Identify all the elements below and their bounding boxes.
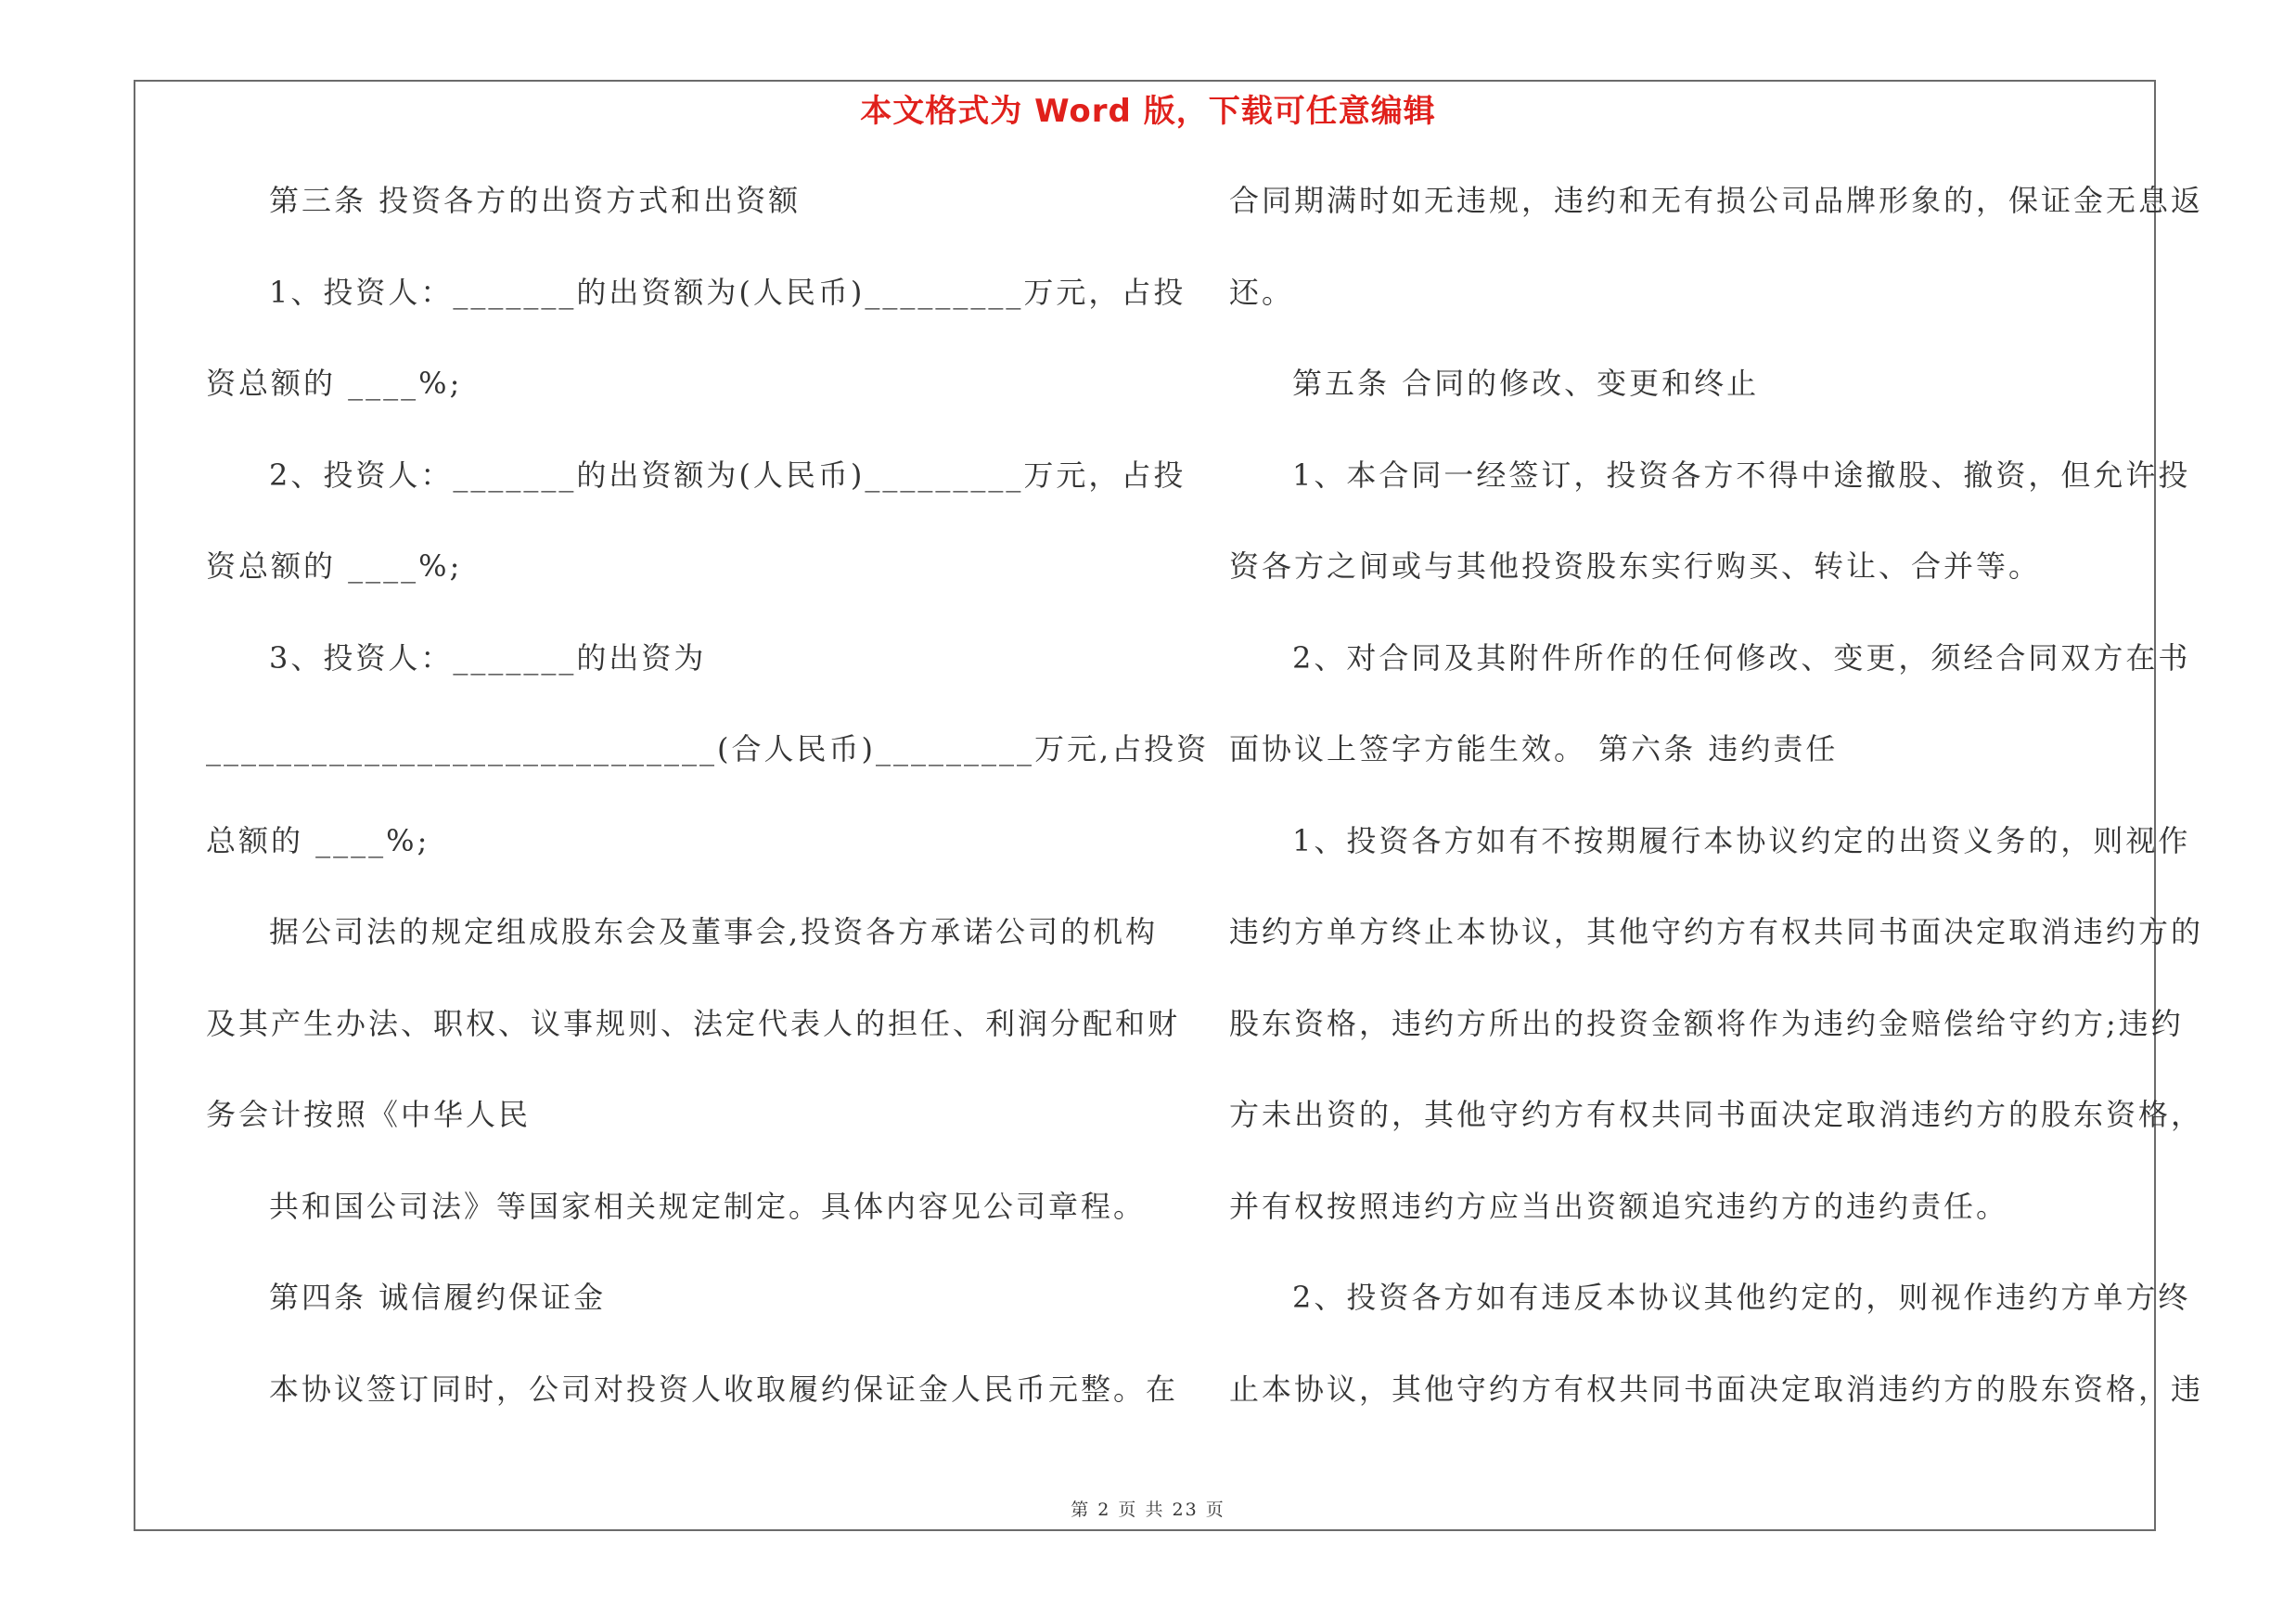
text-line: 3、投资人：_______的出资为 (269, 639, 707, 676)
text-line: 止本协议，其他守约方有权共同书面决定取消违约方的股东资格，违 (1229, 1371, 2204, 1407)
text-line: 总额的 ____%; (206, 822, 430, 858)
text-line: 2、投资人：_______的出资额为(人民币)_________万元，占投 (269, 457, 1186, 493)
page-number-footer: 第 2 页 共 23 页 (1071, 1500, 1225, 1520)
text-line: 1、投资人：_______的出资额为(人民币)_________万元，占投 (269, 274, 1186, 310)
text-line: 第五条 合同的修改、变更和终止 (1292, 366, 1760, 401)
text-line: 本协议签订同时，公司对投资人收取履约保证金人民币元整。在 (269, 1371, 1179, 1407)
text-line: 2、投资各方如有违反本协议其他约定的，则视作违约方单方终 (1292, 1280, 2191, 1315)
text-line: 资总额的 ____%; (206, 366, 463, 401)
text-line: 并有权按照违约方应当出资额追究违约方的违约责任。 (1229, 1188, 2009, 1224)
text-line: 共和国公司法》等国家相关规定制定。具体内容见公司章程。 (269, 1188, 1147, 1224)
text-line: 股东资格，违约方所出的投资金额将作为违约金赔偿给守约方;违约 (1229, 1005, 2184, 1041)
text-line: 面协议上签字方能生效。 第六条 违约责任 (1229, 731, 1839, 766)
text-line: 资各方之间或与其他投资股东实行购买、转让、合并等。 (1229, 548, 2042, 584)
text-line: 及其产生办法、职权、议事规则、法定代表人的担任、利润分配和财 (206, 1005, 1181, 1041)
text-line: 方未出资的，其他守约方有权共同书面决定取消违约方的股东资格， (1229, 1097, 2204, 1132)
header-banner: 本文格式为 Word 版，下载可任意编辑 (860, 93, 1436, 130)
text-line: _____________________________(合人民币)_________万元,占投资 (206, 731, 1210, 766)
text-line: 资总额的 ____%; (206, 548, 463, 584)
text-line: 违约方单方终止本协议，其他守约方有权共同书面决定取消违约方的 (1229, 914, 2204, 949)
text-line: 第四条 诚信履约保证金 (269, 1280, 607, 1315)
text-line: 还。 (1229, 274, 1295, 310)
text-line: 务会计按照《中华人民 (206, 1097, 532, 1132)
text-line: 1、本合同一经签订，投资各方不得中途撤股、撤资，但允许投 (1292, 457, 2191, 493)
text-line: 第三条 投资各方的出资方式和出资额 (269, 183, 802, 218)
text-line: 1、投资各方如有不按期履行本协议约定的出资义务的，则视作 (1292, 822, 2191, 858)
text-line: 2、对合同及其附件所作的任何修改、变更，须经合同双方在书 (1292, 639, 2191, 676)
text-line: 据公司法的规定组成股东会及董事会,投资各方承诺公司的机构 (269, 914, 1159, 949)
text-line: 合同期满时如无违规，违约和无有损公司品牌形象的，保证金无息返 (1229, 183, 2204, 218)
